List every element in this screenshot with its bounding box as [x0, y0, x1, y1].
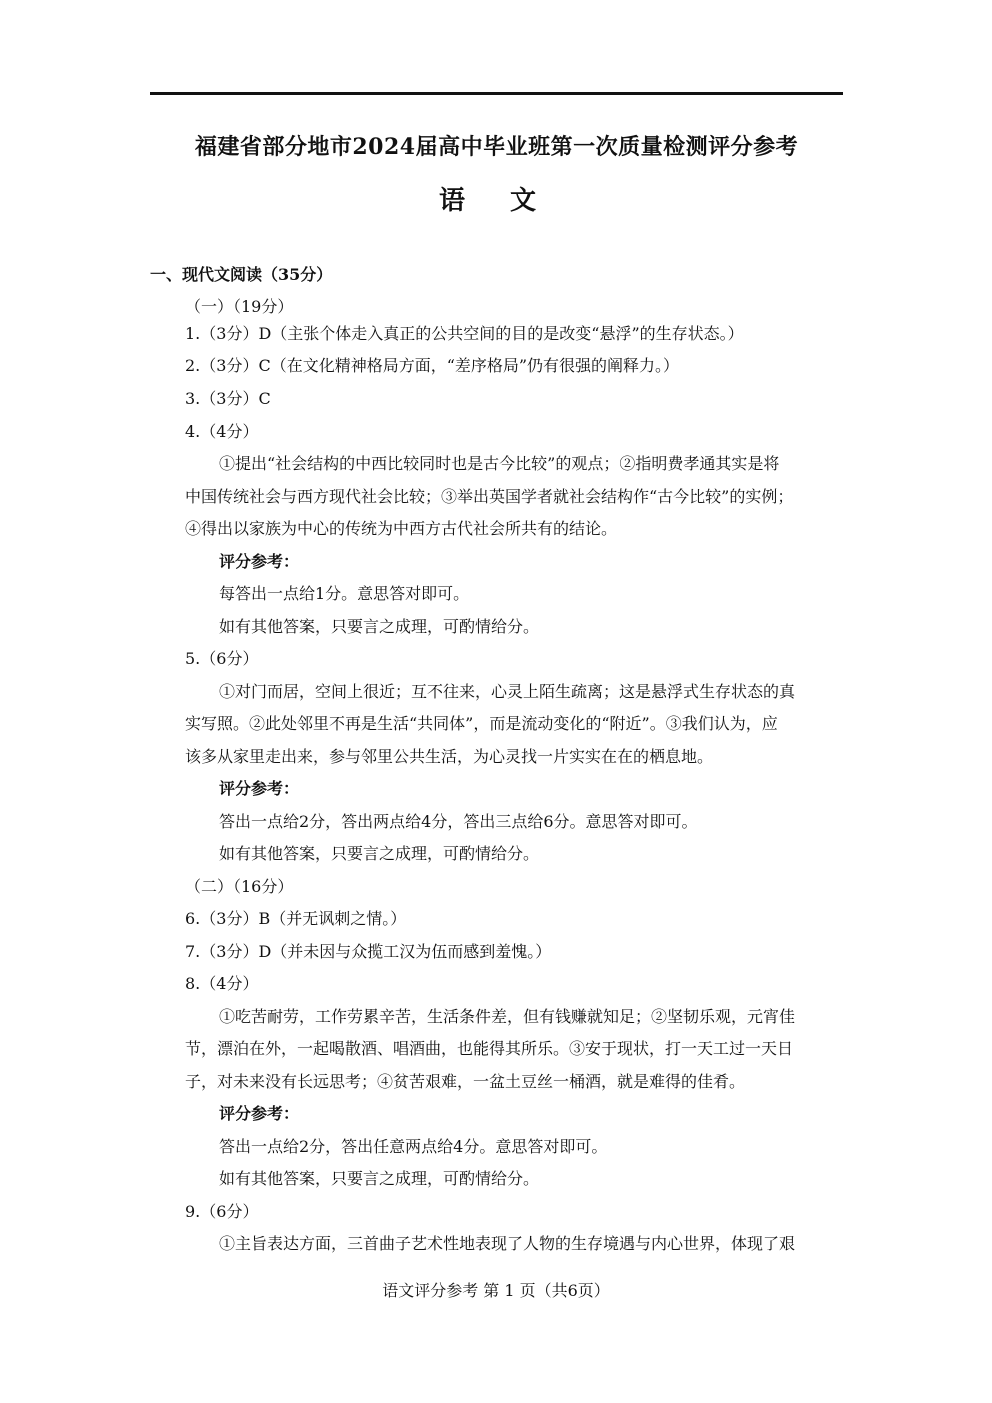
answer-line: 8.（4分）: [185, 974, 259, 993]
answer-line: 6.（3分）B（并无讽刺之情。）: [185, 909, 407, 928]
part-heading: （二）（16分）: [185, 877, 294, 896]
answer-line: 9.（6分）: [185, 1202, 259, 1221]
page-footer: 语文评分参考 第 1 页（共6页）: [382, 1281, 610, 1300]
answer-line: 2.（3分）C（在文化精神格局方面，“差序格局”仍有很强的阐释力。）: [185, 356, 680, 375]
answer-line: 4.（4分）: [185, 422, 259, 441]
answer-text: 节，漂泊在外，一起喝散酒、唱酒曲，也能得其所乐。③安于现状，打一天工过一天日: [185, 1039, 794, 1058]
part-heading: （一）（19分）: [185, 297, 294, 316]
answer-text: 该多从家里走出来，参与邻里公共生活，为心灵找一片实实在在的栖息地。: [185, 747, 714, 766]
grading-text: 每答出一点给1分。意思答对即可。: [219, 584, 470, 603]
grading-text: 如有其他答案，只要言之成理，可酌情给分。: [219, 617, 540, 636]
grading-text: 如有其他答案，只要言之成理，可酌情给分。: [219, 844, 540, 863]
document-title: 福建省部分地市2024届高中毕业班第一次质量检测评分参考: [194, 134, 799, 160]
grading-label: 评分参考：: [219, 552, 300, 571]
grading-label: 评分参考：: [219, 1104, 300, 1123]
top-rule: [150, 92, 843, 95]
answer-text: ①提出“社会结构的中西比较同时也是古今比较”的观点；②指明费孝通其实是将: [219, 454, 780, 473]
answer-text: 子，对未来没有长远思考；④贫苦艰难，一盆土豆丝一桶酒，就是难得的佳肴。: [185, 1072, 746, 1091]
answer-text: 实写照。②此处邻里不再是生活“共同体”，而是流动变化的“附近”。③我们认为，应: [185, 714, 778, 733]
answer-text: ④得出以家族为中心的传统为中西方古代社会所共有的结论。: [185, 519, 618, 538]
answer-text: 中国传统社会与西方现代社会比较；③举出英国学者就社会结构作“古今比较”的实例；: [185, 487, 794, 506]
answer-text: ①主旨表达方面，三首曲子艺术性地表现了人物的生存境遇与内心世界，体现了艰: [219, 1234, 796, 1253]
answer-line: 5.（6分）: [185, 649, 259, 668]
answer-line: 3.（3分）C: [185, 389, 271, 408]
section-heading: 一、现代文阅读（35分）: [150, 265, 333, 284]
answer-line: 7.（3分）D（并未因与众揽工汉为伍而感到羞愧。）: [185, 942, 552, 961]
grading-text: 答出一点给2分，答出任意两点给4分。意思答对即可。: [219, 1137, 608, 1156]
grading-text: 如有其他答案，只要言之成理，可酌情给分。: [219, 1169, 540, 1188]
answer-text: ①吃苦耐劳，工作劳累辛苦，生活条件差，但有钱赚就知足；②坚韧乐观，元宵佳: [219, 1007, 796, 1026]
answer-line: 1.（3分）D（主张个体走入真正的公共空间的目的是改变“悬浮”的生存状态。）: [185, 324, 744, 343]
grading-text: 答出一点给2分，答出两点给4分，答出三点给6分。意思答对即可。: [219, 812, 698, 831]
grading-label: 评分参考：: [219, 779, 300, 798]
answer-text: ①对门而居，空间上很近；互不往来，心灵上陌生疏离；这是悬浮式生存状态的真: [219, 682, 796, 701]
subject-title: 语 文: [438, 186, 555, 216]
